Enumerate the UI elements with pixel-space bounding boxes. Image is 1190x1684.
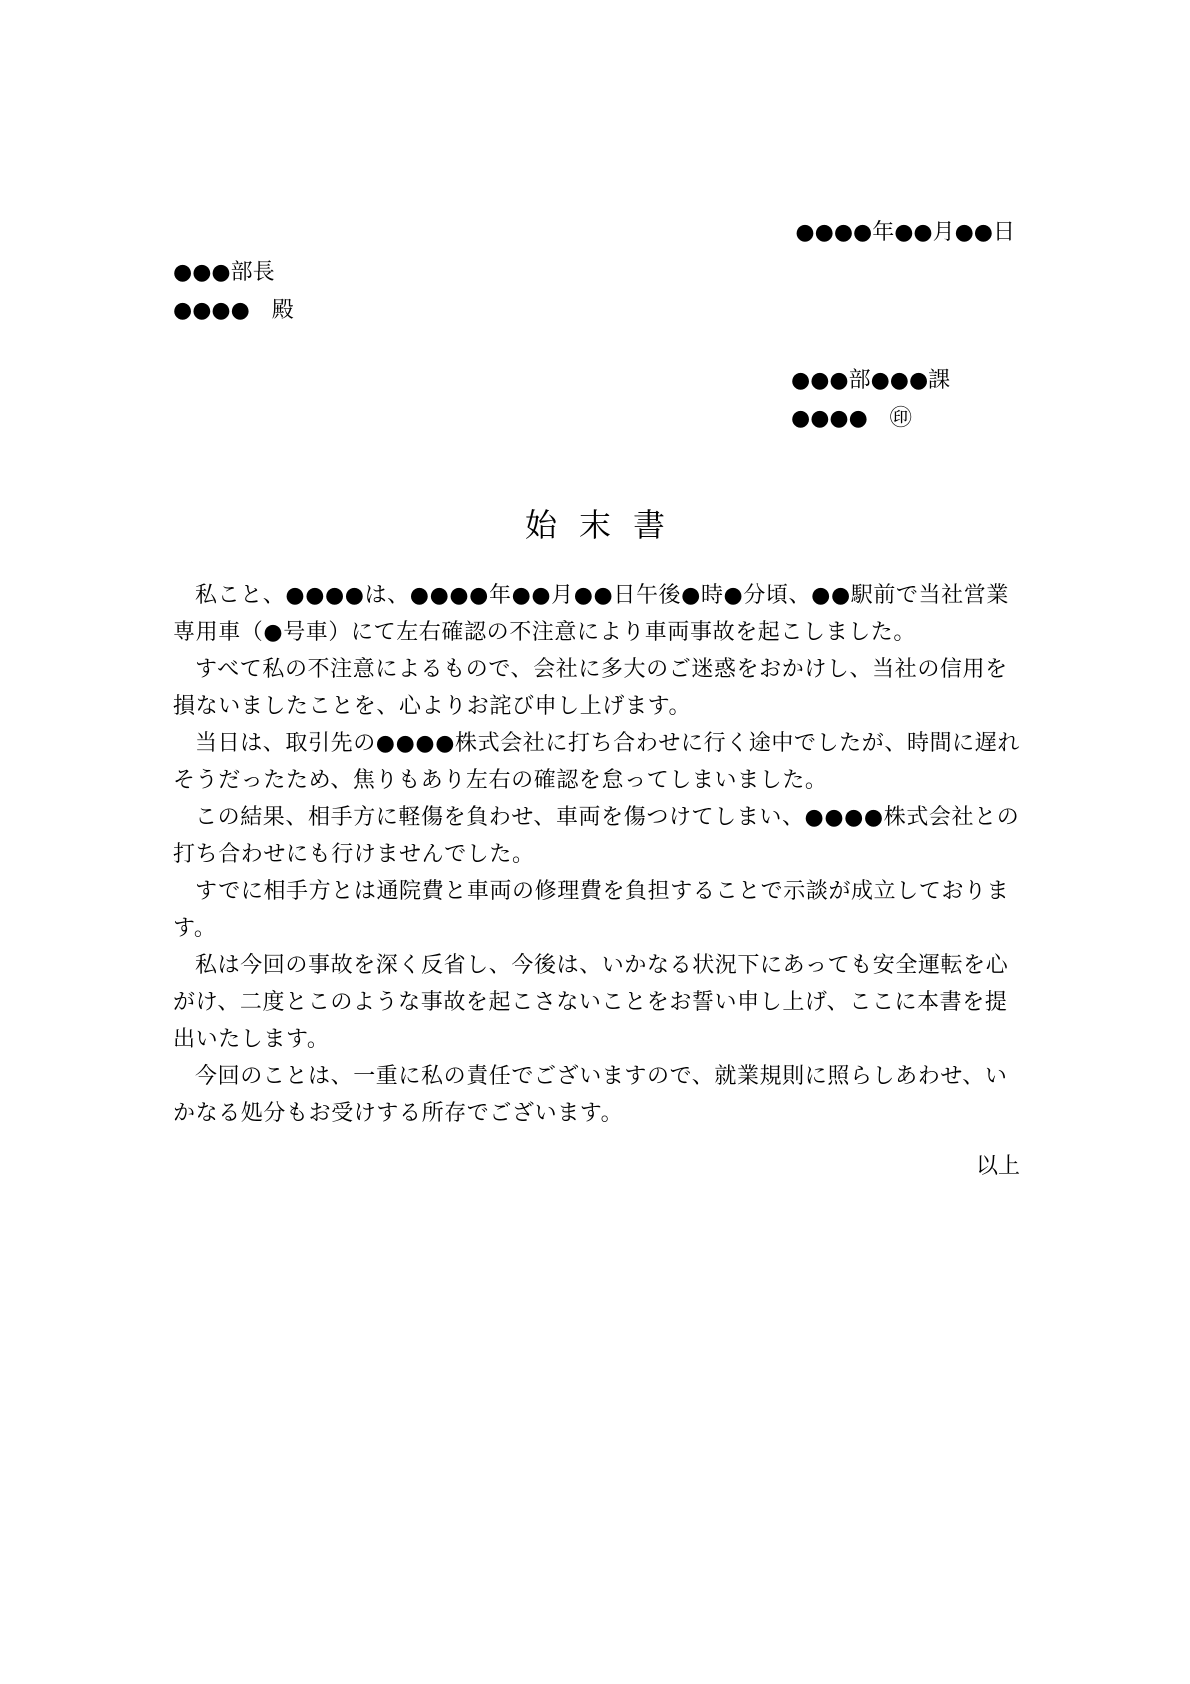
sender-block: [791, 362, 950, 438]
closing-remark: 以上: [975, 1154, 1020, 1179]
recipient-name: ●●●● 殿: [173, 298, 294, 323]
document-title: 始末書: [524, 506, 687, 544]
body-paragraph: 今回のことは、一重に私の責任でございますので、就業規則に照らしあわせ、いかなる処分もお受けする所存でございます。: [173, 1064, 1008, 1126]
document-body: [173, 577, 1023, 1132]
document-date: ●●●●年●●月●●日: [795, 220, 1015, 245]
body-paragraph: 私は今回の事故を深く反省し、今後は、いかなる状況下にあっても安全運転を心がけ、二度とこのような事故を起こさないことをお誓い申し上げ、ここに本書を提出いたします。: [173, 953, 1009, 1052]
body-paragraph: すでに相手方とは通院費と車両の修理費を負担することで示談が成立しております。: [173, 879, 1010, 941]
body-paragraph: 当日は、取引先の●●●●株式会社に打ち合わせに行く途中でしたが、時間に遅れそうだったため、焦りもあり左右の確認を怠ってしまいました。: [173, 731, 1020, 793]
body-paragraph: 私こと、●●●●は、●●●●年●●月●●日午後●時●分頃、●●駅前で当社営業専用車（●号車）にて左右確認の不注意により車両事故を起こしました。: [173, 583, 1009, 645]
recipient-department: ●●●部長: [173, 260, 275, 285]
body-paragraph: すべて私の不注意によるもので、会社に多大のご迷惑をおかけし、当社の信用を損ないましたことを、心よりお詫び申し上げます。: [173, 657, 1008, 719]
recipient-block: [173, 254, 294, 330]
sender-name: ●●●● ㊞: [791, 406, 912, 431]
body-paragraph: この結果、相手方に軽傷を負わせ、車両を傷つけてしまい、●●●●株式会社との打ち合わせにも行けませんでした。: [173, 805, 1020, 867]
sender-department: ●●●部●●●課: [791, 368, 951, 393]
